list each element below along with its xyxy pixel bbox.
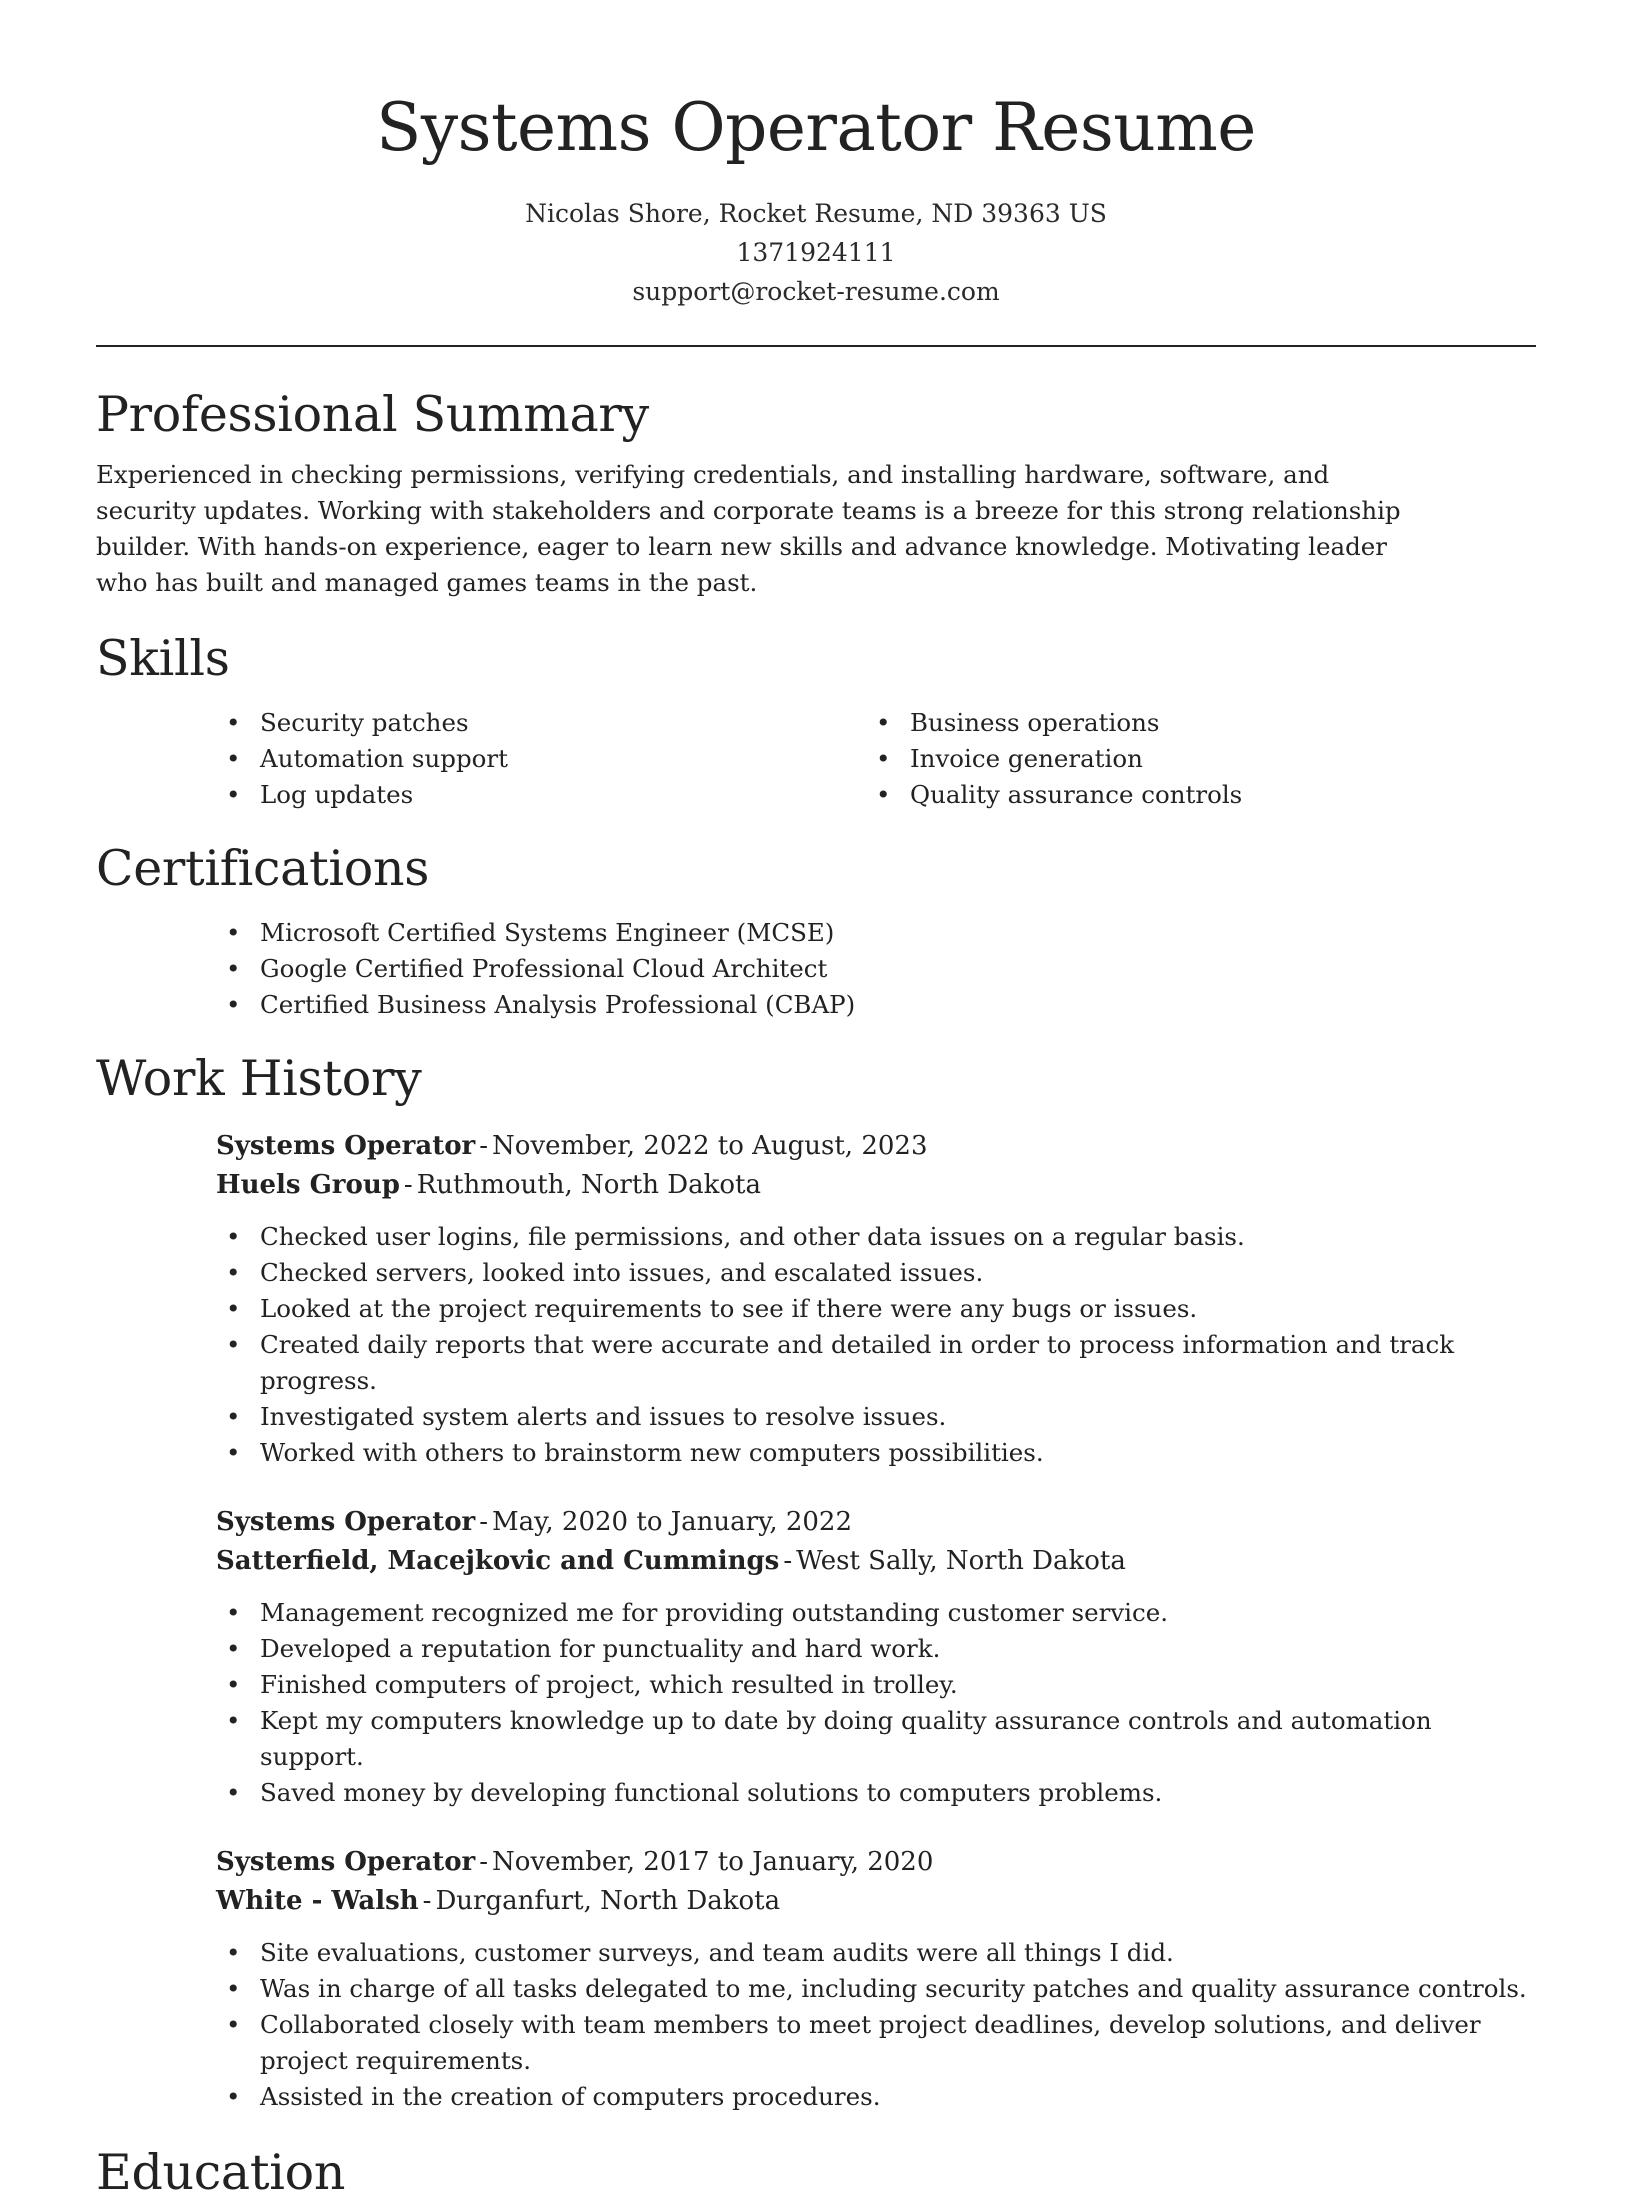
job-dates: May, 2020 to January, 2022 bbox=[492, 1507, 853, 1537]
job-title-line: Systems Operator - November, 2017 to January, 2020 bbox=[216, 1847, 934, 1877]
header-divider bbox=[96, 345, 1536, 347]
education-heading: Education bbox=[96, 2144, 346, 2201]
job-company: Satterfield, Macejkovic and Cummings bbox=[216, 1546, 780, 1576]
skill-item: • Quality assurance controls bbox=[866, 777, 1516, 813]
certification-item: • Certified Business Analysis Professional (CBAP) bbox=[216, 987, 1536, 1023]
job-bullet: • Checked servers, looked into issues, and escalated issues. bbox=[216, 1255, 1536, 1291]
job-bullets bbox=[216, 1595, 1536, 1811]
job-location: Ruthmouth, North Dakota bbox=[416, 1170, 761, 1200]
job-title: Systems Operator bbox=[216, 1131, 476, 1161]
resume-header bbox=[96, 0, 1536, 311]
job-bullet: • Looked at the project requirements to see if there were any bugs or issues. bbox=[216, 1291, 1536, 1327]
job-title-line: Systems Operator - May, 2020 to January, 2022 bbox=[216, 1507, 853, 1537]
job-bullet: • Was in charge of all tasks delegated to me, including security patches and quality assurance controls. bbox=[216, 1971, 1536, 2007]
skill-item: • Log updates bbox=[216, 777, 866, 813]
skills-right-list bbox=[866, 705, 1516, 813]
job-bullet: • Investigated system alerts and issues to resolve issues. bbox=[216, 1399, 1536, 1435]
job-bullet: • Site evaluations, customer surveys, and team audits were all things I did. bbox=[216, 1935, 1536, 1971]
work-history-heading: Work History bbox=[96, 1050, 422, 1107]
skills-heading: Skills bbox=[96, 630, 230, 687]
job-company-line: Huels Group - Ruthmouth, North Dakota bbox=[216, 1170, 761, 1200]
certifications-heading: Certifications bbox=[96, 840, 430, 897]
job-bullet: • Assisted in the creation of computers procedures. bbox=[216, 2079, 1536, 2115]
job-bullet: • Finished computers of project, which resulted in trolley. bbox=[216, 1667, 1536, 1703]
resume-page bbox=[96, 0, 1536, 2203]
job-title-line: Systems Operator - November, 2022 to August, 2023 bbox=[216, 1131, 928, 1161]
job-bullet: • Worked with others to brainstorm new computers possibilities. bbox=[216, 1435, 1536, 1471]
contact-email: support@rocket-resume.com bbox=[632, 277, 1000, 306]
job-company: White - Walsh bbox=[216, 1886, 419, 1916]
certifications-list bbox=[216, 915, 1536, 1023]
skill-item: • Business operations bbox=[866, 705, 1516, 741]
education-section bbox=[96, 2143, 1536, 2203]
job-bullet: • Saved money by developing functional solutions to computers problems. bbox=[216, 1775, 1536, 1811]
job-title: Systems Operator bbox=[216, 1847, 476, 1877]
certifications-section bbox=[96, 839, 1536, 1023]
summary-heading: Professional Summary bbox=[96, 386, 649, 443]
skill-item: • Security patches bbox=[216, 705, 866, 741]
skills-section bbox=[96, 629, 1536, 813]
job-company-line: Satterfield, Macejkovic and Cummings - West Sally, North Dakota bbox=[216, 1546, 1126, 1576]
contact-address: Nicolas Shore, Rocket Resume, ND 39363 US bbox=[525, 199, 1107, 228]
job-location: West Sally, North Dakota bbox=[796, 1546, 1126, 1576]
job-bullet: • Created daily reports that were accurate and detailed in order to process information and track progress. bbox=[216, 1327, 1536, 1399]
job-bullets bbox=[216, 1935, 1536, 2115]
certification-item: • Microsoft Certified Systems Engineer (MCSE) bbox=[216, 915, 1536, 951]
job-dates: November, 2017 to January, 2020 bbox=[492, 1847, 934, 1877]
job-dates: November, 2022 to August, 2023 bbox=[492, 1131, 928, 1161]
job-bullet: • Kept my computers knowledge up to date by doing quality assurance controls and automation support. bbox=[216, 1703, 1536, 1775]
skill-item: • Invoice generation bbox=[866, 741, 1516, 777]
skills-columns bbox=[216, 705, 1536, 813]
job-company: Huels Group bbox=[216, 1170, 400, 1200]
job-bullet: • Checked user logins, file permissions, and other data issues on a regular basis. bbox=[216, 1219, 1536, 1255]
work-history-section bbox=[96, 1049, 1536, 2115]
job-entry bbox=[216, 1503, 1536, 1811]
certification-item: • Google Certified Professional Cloud Architect bbox=[216, 951, 1536, 987]
job-title: Systems Operator bbox=[216, 1507, 476, 1537]
job-location: Durganfurt, North Dakota bbox=[435, 1886, 781, 1916]
job-bullet: • Developed a reputation for punctuality and hard work. bbox=[216, 1631, 1536, 1667]
resume-title: Systems Operator Resume bbox=[376, 89, 1256, 166]
job-bullet: • Management recognized me for providing outstanding customer service. bbox=[216, 1595, 1536, 1631]
job-company-line: White - Walsh - Durganfurt, North Dakota bbox=[216, 1886, 781, 1916]
job-entry bbox=[216, 1843, 1536, 2115]
job-bullets bbox=[216, 1219, 1536, 1471]
summary-text: Experienced in checking permissions, verifying credentials, and installing hardware, software, and security updates. Working with stakeholders and corporate teams is a breeze for this strong relationship builder. With hands-on experience, eager to learn new skills and advance knowledge. Motivating leader who has built and managed games teams in the past. bbox=[96, 460, 1401, 597]
job-bullet: • Collaborated closely with team members to meet project deadlines, develop solutions, and deliver project requirements. bbox=[216, 2007, 1536, 2079]
summary-section bbox=[96, 385, 1536, 601]
skill-item: • Automation support bbox=[216, 741, 866, 777]
job-entry bbox=[216, 1127, 1536, 1471]
contact-phone: 1371924111 bbox=[736, 238, 896, 267]
skills-left-list bbox=[216, 705, 866, 813]
